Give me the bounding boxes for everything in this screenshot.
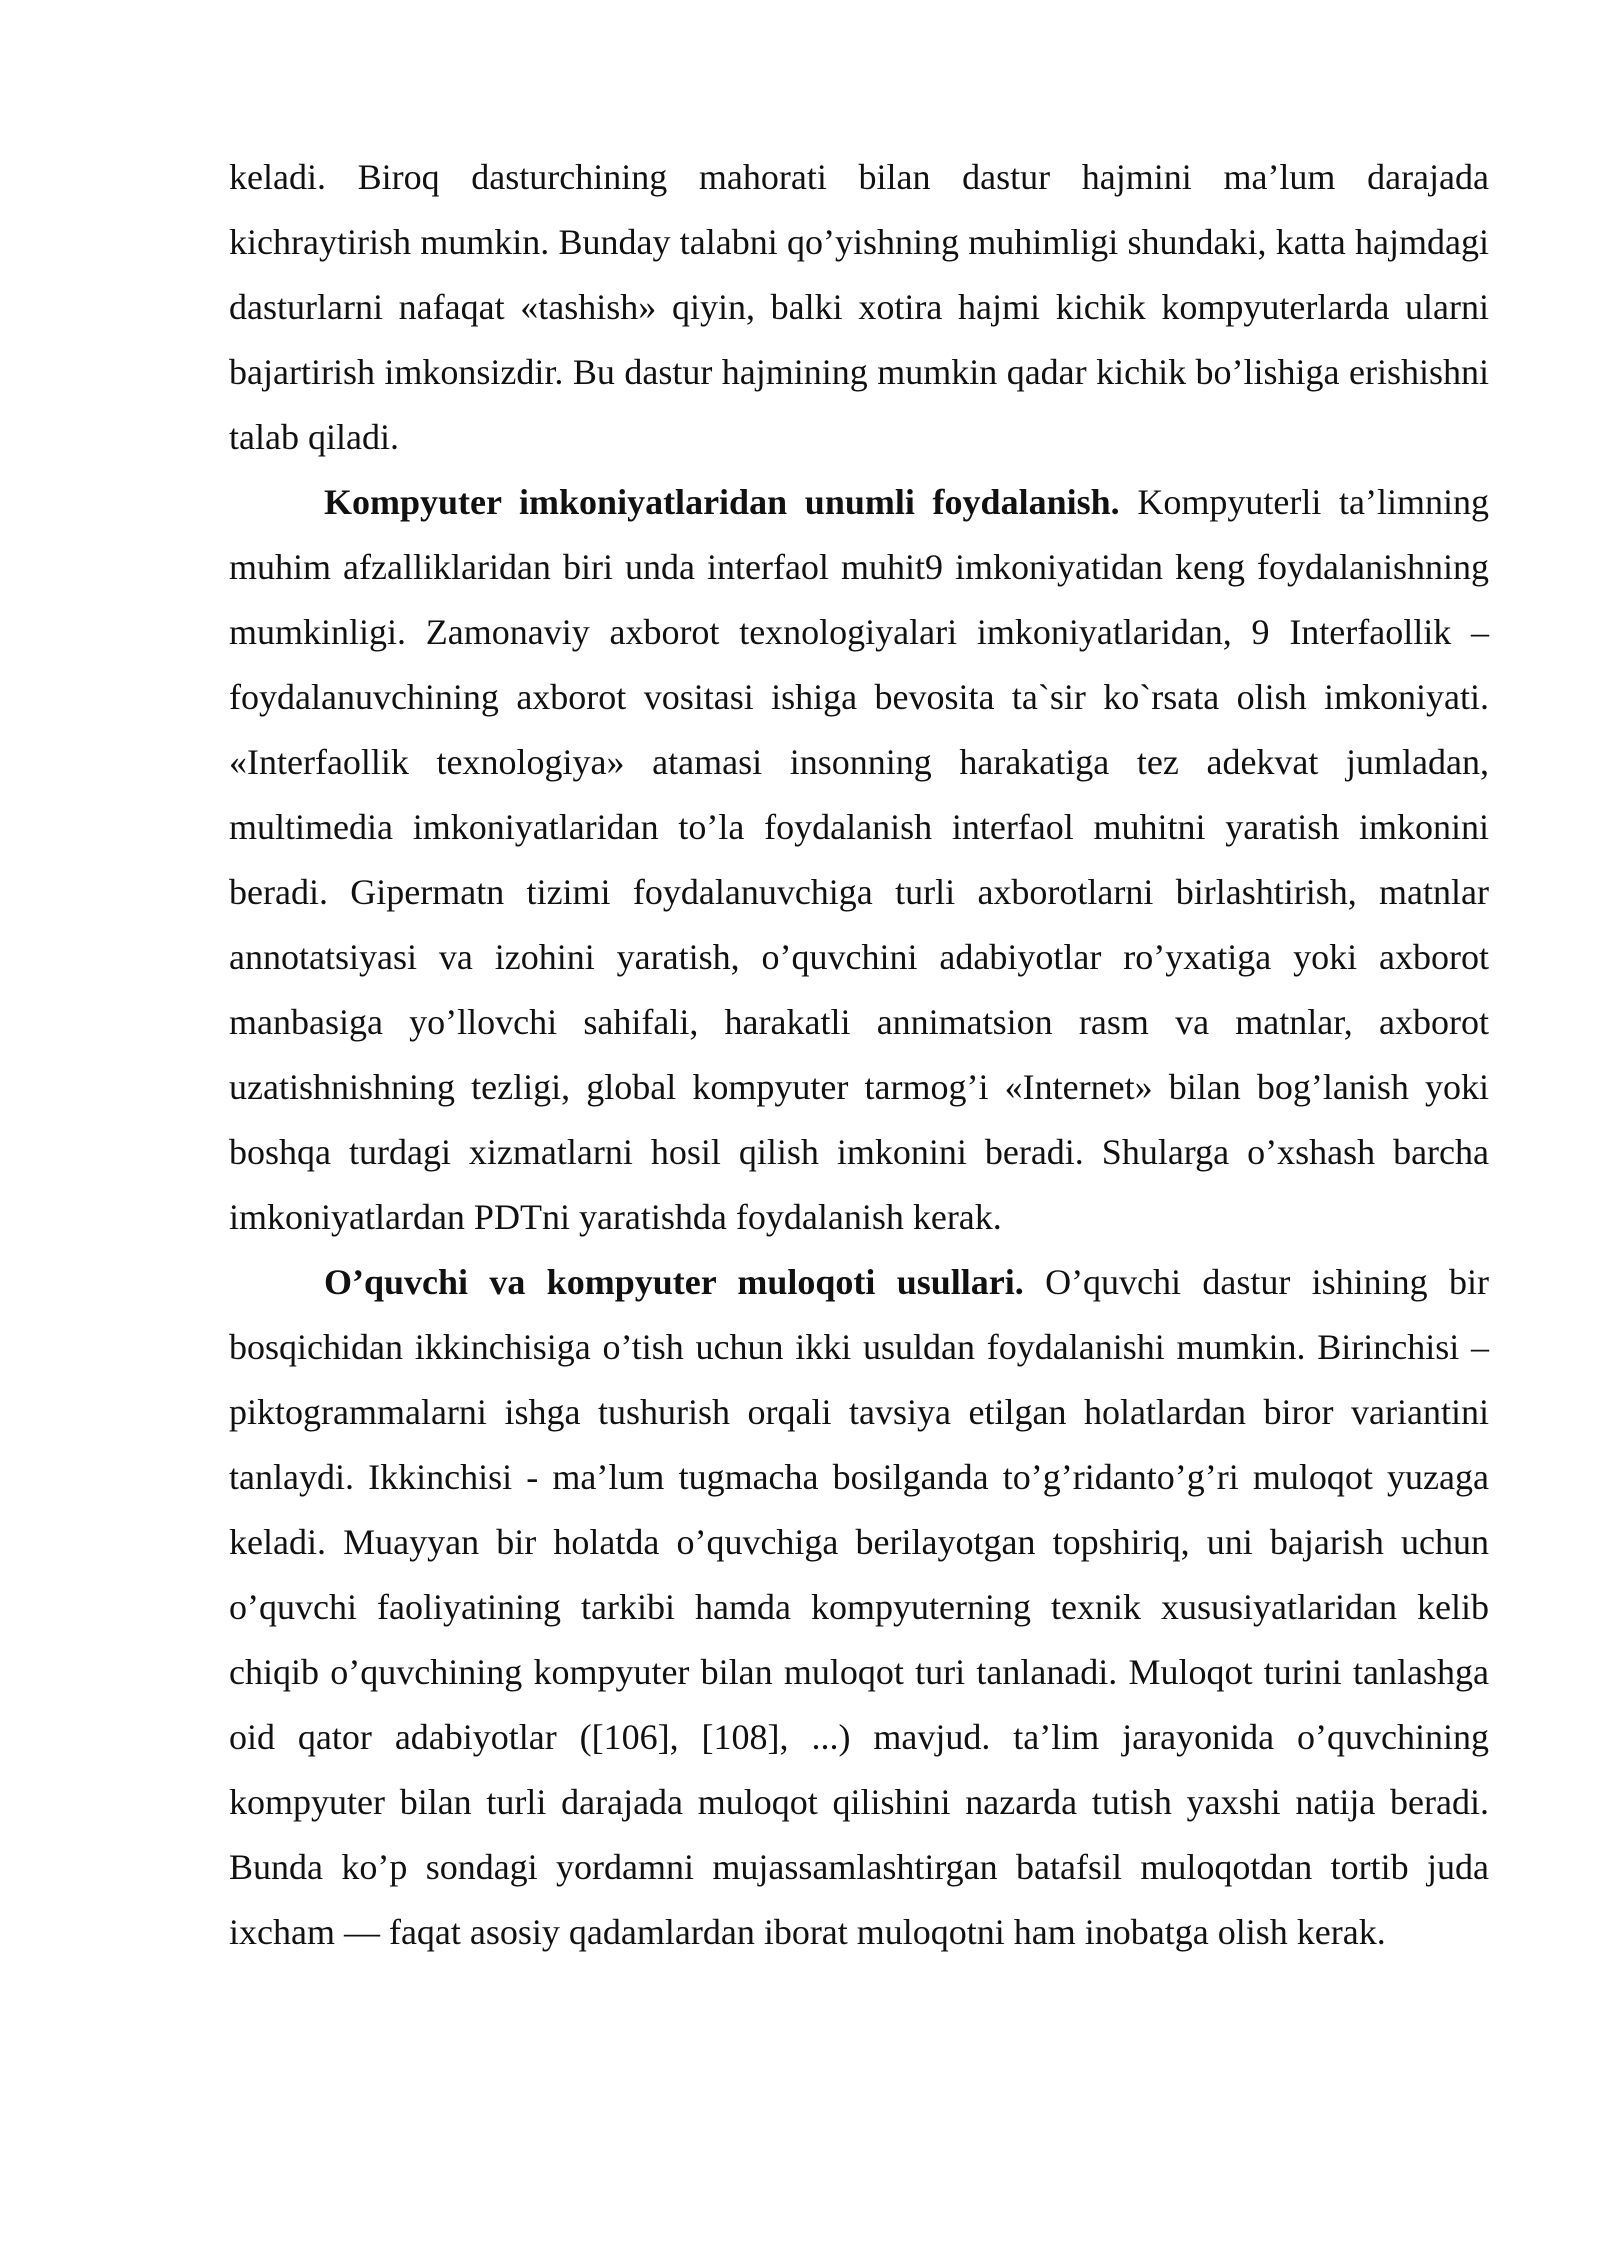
paragraph-intro [229, 145, 1489, 470]
paragraph-computer-capabilities [229, 470, 1489, 1250]
paragraph-text: keladi. Biroq dasturchining mahorati bilan dastur hajmini ma’lum darajada kichraytirish mumkin. Bunday talabni qo’yishning muhimligi shundaki, katta hajmdagi dasturlarni nafaqat «tashish» qiyin, balki xotira hajmi kichik kompyuterlarda ularni bajartirish imkonsizdir. Bu dastur hajmining mumkin qadar kichik bo’lishiga erishishni talab qiladi. [229, 157, 1489, 457]
paragraph-text: Kompyuterli ta’limning muhim afzalliklaridan biri unda interfaol muhit9 imkoniyatidan keng foydalanishning mumkinligi. Zamonaviy axborot texnologiyalari imkoniyatlaridan, 9 Interfaollik – foydalanuvchining axborot vositasi ishiga bevosita ta`sir ko`rsata olish imkoniyati. «Interfaollik texnologiya» atamasi insonning harakatiga tez adekvat jumladan, multimedia imkoniyatlaridan to’la foydalanish interfaol muhitni yaratish imkonini beradi. Gipermatn tizimi foydalanuvchiga turli axborotlarni birlashtirish, matnlar annotatsiyasi va izohini yaratish, o’quvchini adabiyotlar ro’yxatiga yoki axborot manbasiga yo’llovchi sahifali, harakatli annimatsion rasm va matnlar, axborot uzatishnishning tezligi, global kompyuter tarmog’i «Internet» bilan bog’lanish yoki boshqa turdagi xizmatlarni hosil qilish imkonini beradi. Shularga o’xshash barcha imkoniyatlardan PDTni yaratishda foydalanish kerak. [229, 482, 1490, 1237]
document-page [229, 145, 1489, 1965]
section-heading: O’quvchi va kompyuter muloqoti usullari. [324, 1262, 1024, 1302]
paragraph-dialogue-methods [229, 1250, 1489, 1965]
section-heading: Kompyuter imkoniyatlaridan unumli foydalanish. [324, 482, 1120, 522]
paragraph-text: O’quvchi dastur ishining bir bosqichidan ikkinchisiga o’tish uchun ikki usuldan foydalanishi mumkin. Birinchisi – piktogrammalarni ishga tushurish orqali tavsiya etilgan holatlardan biror variantini tanlaydi. Ikkinchisi - ma’lum tugmacha bosilganda to’g’ridanto’g’ri muloqot yuzaga keladi. Muayyan bir holatda o’quvchiga berilayotgan topshiriq, uni bajarish uchun o’quvchi faoliyatining tarkibi hamda kompyuterning texnik xususiyatlaridan kelib chiqib o’quvchining kompyuter bilan muloqot turi tanlanadi. Muloqot turini tanlashga oid qator adabiyotlar ([106], [108], ...) mavjud. ta’lim jarayonida o’quvchining kompyuter bilan turli darajada muloqot qilishini nazarda tutish yaxshi natija beradi. Bunda ko’p sondagi yordamni mujassamlashtirgan batafsil muloqotdan tortib juda ixcham — faqat asosiy qadamlardan iborat muloqotni ham inobatga olish kerak. [229, 1262, 1489, 1952]
